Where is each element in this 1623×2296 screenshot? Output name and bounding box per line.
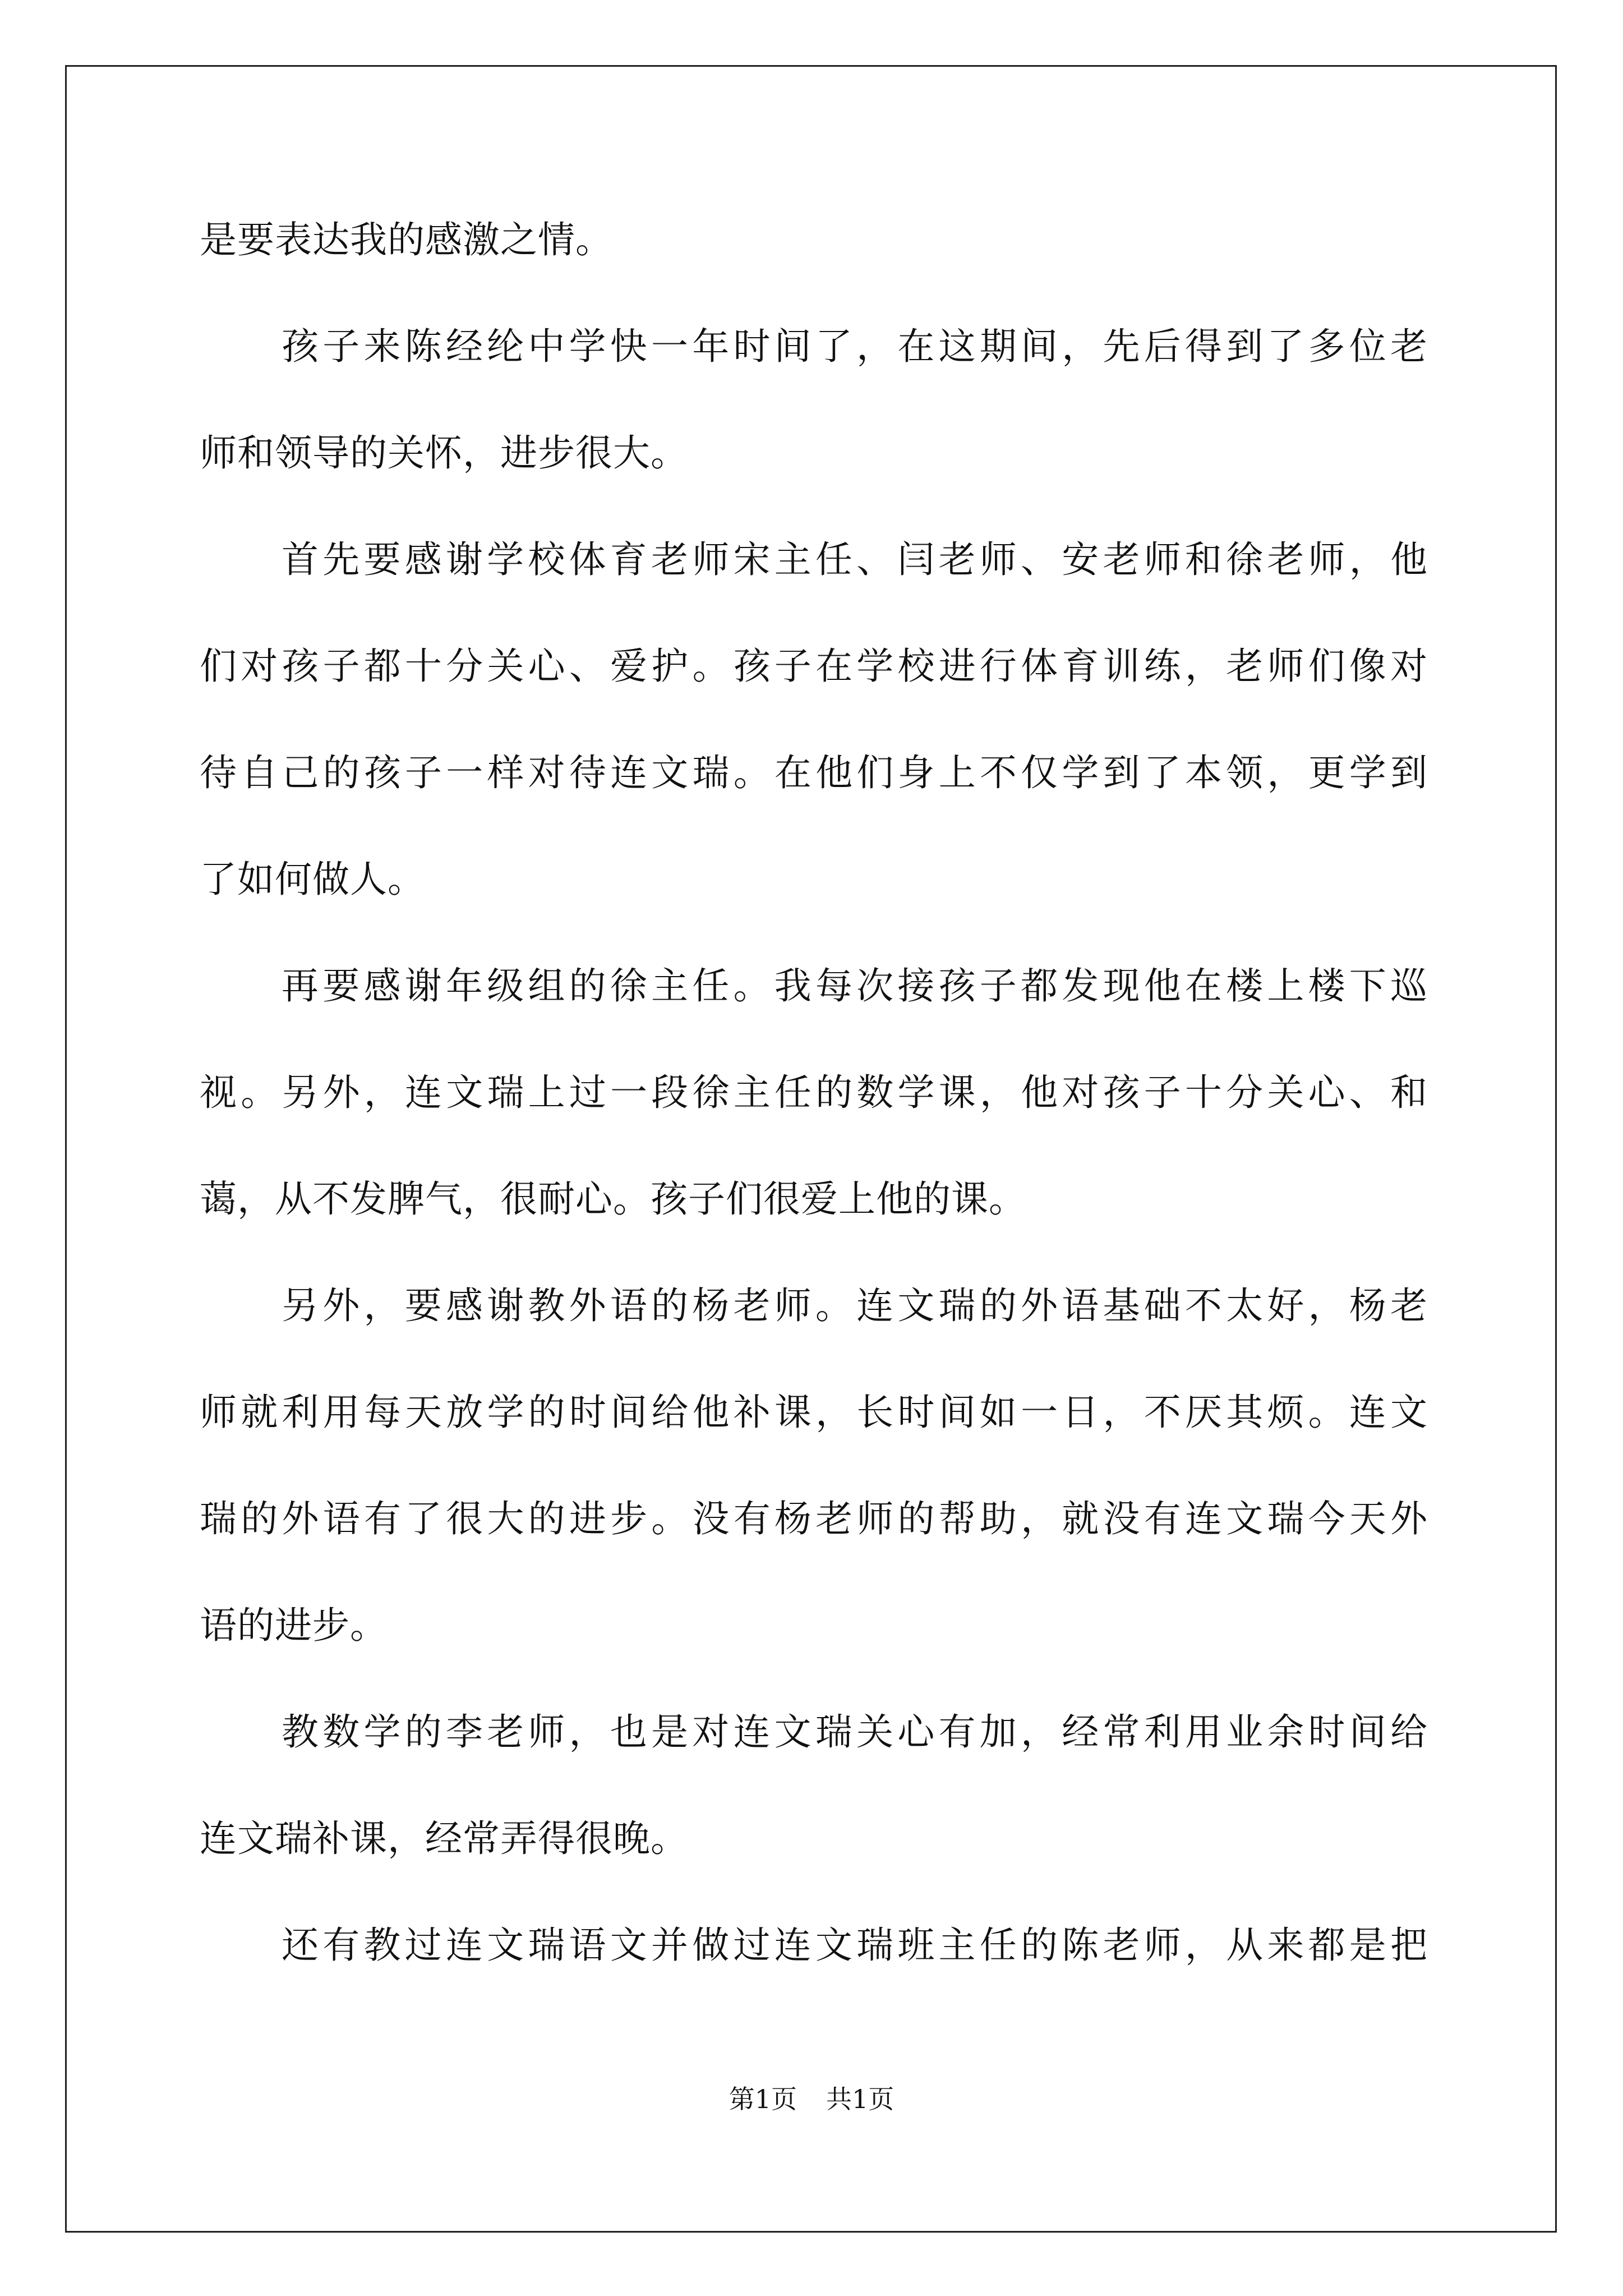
text-line: 另外，要感谢教外语的杨老师。连文瑞的外语基础不太好，杨老 [282, 1284, 1428, 1327]
text-line: 视。另外，连文瑞上过一段徐主任的数学课，他对孩子十分关心、和 [200, 1071, 1428, 1114]
text-line: 师和领导的关怀，进步很大。 [200, 431, 688, 475]
text-line: 们对孩子都十分关心、爱护。孩子在学校进行体育训练，老师们像对 [200, 645, 1428, 688]
text-line: 首先要感谢学校体育老师宋主任、闫老师、安老师和徐老师，他 [282, 538, 1428, 581]
text-line: 是要表达我的感激之情。 [200, 218, 613, 261]
text-line: 师就利用每天放学的时间给他补课，长时间如一日，不厌其烦。连文 [200, 1391, 1428, 1434]
text-line: 孩子来陈经纶中学快一年时间了，在这期间，先后得到了多位老 [282, 325, 1428, 368]
text-line: 待自己的孩子一样对待连文瑞。在他们身上不仅学到了本领，更学到 [200, 751, 1428, 794]
document-body [200, 212, 1428, 2024]
text-line: 连文瑞补课，经常弄得很晚。 [200, 1817, 688, 1860]
text-line: 瑞的外语有了很大的进步。没有杨老师的帮助，就没有连文瑞今天外 [200, 1497, 1428, 1540]
page-footer [0, 2082, 1623, 2116]
text-line: 还有教过连文瑞语文并做过连文瑞班主任的陈老师，从来都是把 [282, 1924, 1428, 1967]
text-line: 教数学的李老师，也是对连文瑞关心有加，经常利用业余时间给 [282, 1710, 1428, 1754]
text-line: 了如何做人。 [200, 858, 425, 901]
text-line: 再要感谢年级组的徐主任。我每次接孩子都发现他在楼上楼下巡 [282, 964, 1428, 1007]
page-total: 共1页 [826, 2084, 895, 2114]
text-line: 语的进步。 [200, 1604, 388, 1647]
text-line: 蔼，从不发脾气，很耐心。孩子们很爱上他的课。 [200, 1177, 1026, 1221]
page-number: 第1页 [728, 2084, 797, 2114]
